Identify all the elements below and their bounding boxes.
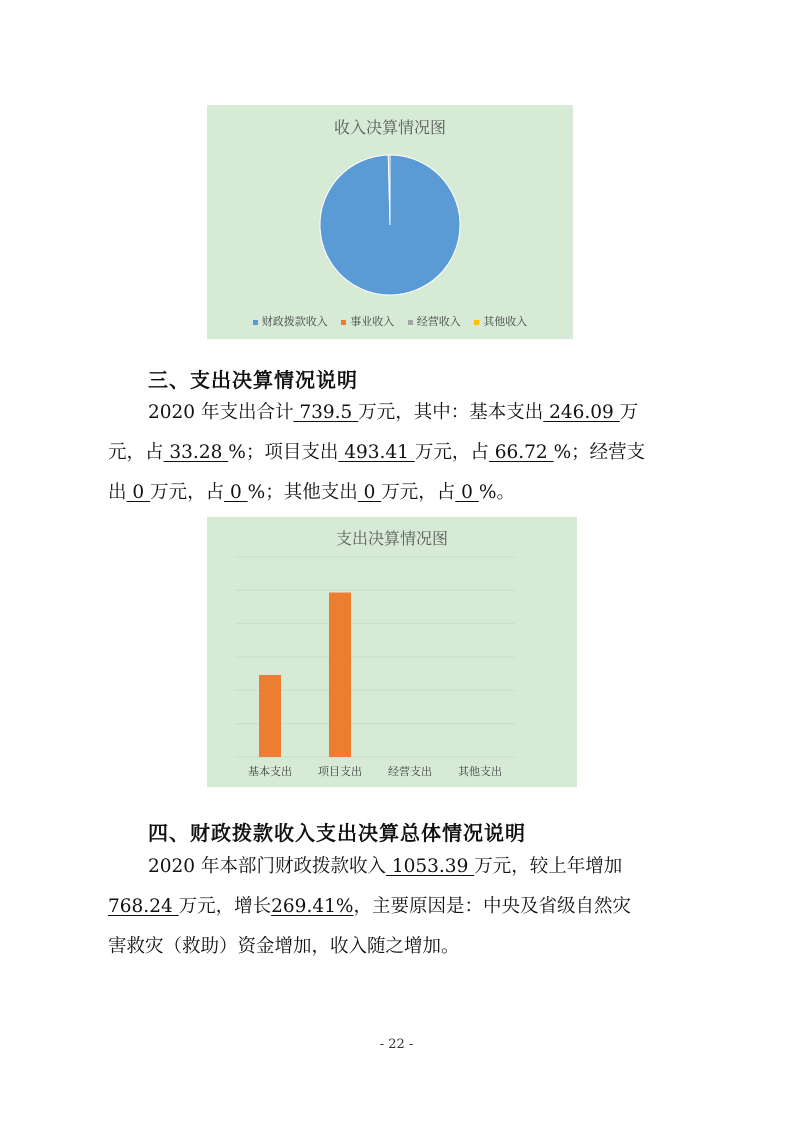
bar-基本支出 (259, 675, 281, 757)
legend-item (474, 313, 527, 329)
x-tick-label: 项目支出 (318, 765, 362, 778)
operating-percent-value: 0 (224, 482, 248, 503)
legend-label: 事业收入 (350, 315, 395, 328)
paragraph-line (108, 393, 698, 433)
paragraph-line (108, 433, 698, 473)
legend-item (341, 313, 394, 329)
text: %；其他支出 (247, 482, 358, 503)
other-expenditure-value: 0 (357, 482, 382, 503)
basic-percent-value: 33.28 (163, 442, 229, 463)
paragraph-line (108, 473, 698, 513)
text: 万元，较上年增加 (474, 856, 623, 877)
text: 2020 年支出合计 (148, 402, 294, 423)
text: 万元，增长 (178, 896, 272, 917)
pie-plot (207, 105, 573, 339)
project-expenditure-value: 493.41 (338, 442, 415, 463)
income-pie-chart (207, 105, 573, 339)
x-tick-label: 经营支出 (388, 765, 432, 778)
legend-label: 其他收入 (483, 315, 528, 328)
expenditure-bar-chart (207, 517, 577, 787)
text: 出 (108, 482, 127, 503)
fiscal-income-value: 1053.39 (385, 856, 475, 877)
section-3-heading: 三、支出决算情况说明 (148, 368, 358, 392)
pie-legend (207, 313, 573, 329)
x-tick-label: 基本支出 (248, 765, 292, 778)
text: 万 (619, 402, 639, 423)
text: %；项目支出 (228, 442, 339, 463)
paragraph-line (108, 927, 698, 967)
total-expenditure-value: 739.5 (293, 402, 359, 423)
legend-label: 财政拨款收入 (261, 315, 328, 328)
text: 万元，占 (414, 442, 489, 463)
x-tick-label: 其他支出 (458, 765, 502, 778)
legend-swatch (253, 320, 258, 325)
basic-expenditure-value: 246.09 (543, 402, 620, 423)
text: 万元，占 (150, 482, 225, 503)
legend-item (408, 313, 461, 329)
pie-chart-title: 收入决算情况图 (333, 118, 446, 137)
legend-label: 经营收入 (416, 315, 461, 328)
section-4-paragraph (108, 847, 698, 967)
page-number: - 22 - (379, 1037, 414, 1052)
text: 万元，其中：基本支出 (358, 402, 544, 423)
other-percent-value: 0 (455, 482, 479, 503)
bar-chart-title: 支出决算情况图 (335, 529, 448, 548)
legend-swatch (408, 320, 413, 325)
operating-expenditure-value: 0 (126, 482, 151, 503)
section-4-heading: 四、财政拨款收入支出决算总体情况说明 (148, 821, 526, 845)
legend-swatch (474, 320, 479, 325)
legend-swatch (341, 320, 346, 325)
text: 元，占 (108, 442, 164, 463)
text: %。 (478, 482, 515, 503)
paragraph-line (108, 887, 698, 927)
text: 2020 年本部门财政拨款收入 (148, 856, 386, 877)
growth-rate-value: 269.41% (271, 896, 354, 917)
text: 万元，占 (381, 482, 456, 503)
text: ，主要原因是：中央及省级自然灾 (353, 896, 631, 917)
increase-amount-value: 768.24 (108, 896, 179, 917)
legend-item (253, 313, 328, 329)
project-percent-value: 66.72 (488, 442, 554, 463)
text: %；经营支 (553, 442, 646, 463)
bar-plot (207, 517, 577, 787)
paragraph-line (108, 847, 698, 887)
text: 害救灾（救助）资金增加，收入随之增加。 (108, 936, 460, 957)
bar-项目支出 (329, 593, 351, 757)
section-3-paragraph (108, 393, 698, 513)
